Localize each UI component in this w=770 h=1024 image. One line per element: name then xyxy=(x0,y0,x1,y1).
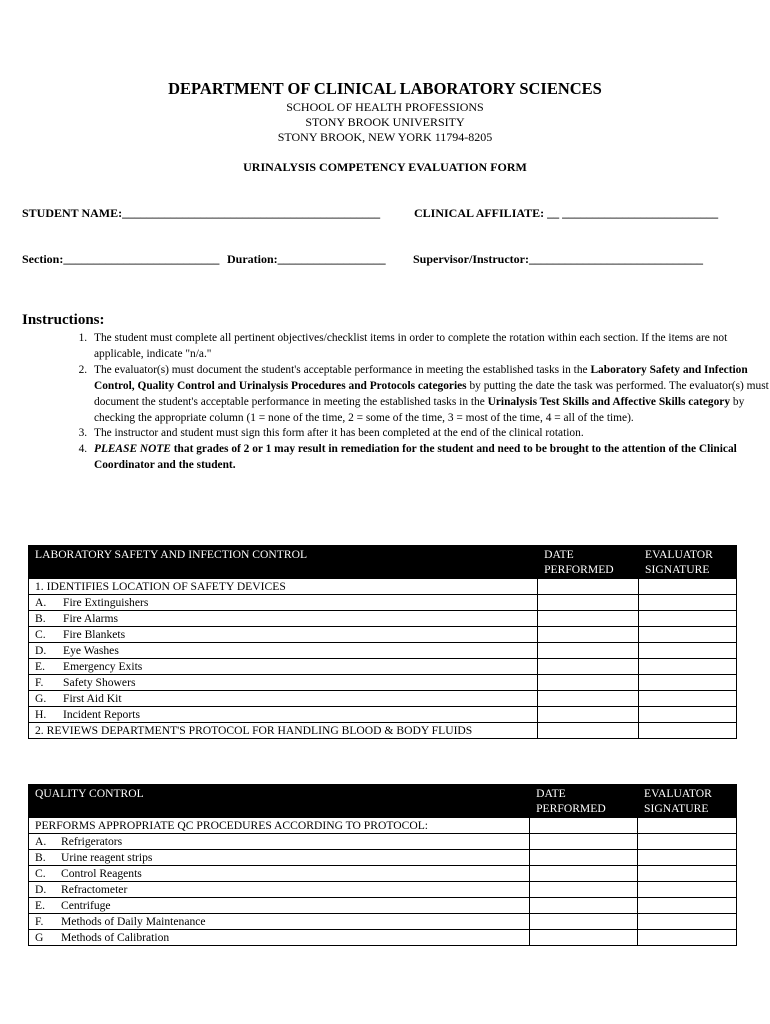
item-label: Safety Showers xyxy=(63,676,136,689)
date-cell[interactable] xyxy=(538,611,639,627)
item-label: Fire Alarms xyxy=(63,612,119,625)
date-cell[interactable] xyxy=(530,850,638,866)
quality-control-table xyxy=(28,784,737,946)
safety-header: LABORATORY SAFETY AND INFECTION CONTROL xyxy=(29,546,538,579)
safety-table xyxy=(28,545,737,739)
signature-cell[interactable] xyxy=(639,691,737,707)
table-row xyxy=(29,930,737,946)
item-letter: G xyxy=(35,931,44,944)
signature-cell[interactable] xyxy=(639,595,737,611)
item-label: Fire Blankets xyxy=(63,628,126,641)
item-label: Refrigerators xyxy=(61,835,123,848)
instructions-heading: Instructions: xyxy=(22,312,105,328)
signature-cell[interactable] xyxy=(639,611,737,627)
item-letter: B. xyxy=(35,851,46,864)
item-letter: D. xyxy=(35,883,47,896)
table-row xyxy=(29,818,737,834)
date-cell[interactable] xyxy=(538,691,639,707)
instruction-text: The instructor and student must sign this form after it has been completed at the end of the clinical rotation. xyxy=(94,427,584,440)
date-cell[interactable] xyxy=(538,723,639,739)
item-letter: H. xyxy=(35,708,47,721)
signature-cell[interactable] xyxy=(638,866,737,882)
date-cell[interactable] xyxy=(538,595,639,611)
duration-field[interactable]: Duration:__________________ xyxy=(227,252,386,266)
date-performed-header: DATE PERFORMED xyxy=(530,785,638,818)
date-cell[interactable] xyxy=(538,627,639,643)
table-row xyxy=(29,595,737,611)
section-field[interactable]: Section:__________________________ xyxy=(22,252,220,266)
student-name-field[interactable]: STUDENT NAME:___________________________________________ xyxy=(22,206,381,220)
signature-cell[interactable] xyxy=(638,818,737,834)
item-letter: C. xyxy=(35,628,46,641)
table-row xyxy=(29,866,737,882)
item-letter: D. xyxy=(35,644,47,657)
instruction-text: by putting the date the task was performed. The evaluator(s) must document the student's acceptable performance in meeting the established tasks in the xyxy=(94,379,769,408)
item-letter: E. xyxy=(35,660,45,673)
table-row xyxy=(29,675,737,691)
item-letter: F. xyxy=(35,676,44,689)
item-label: Fire Extinguishers xyxy=(63,596,149,609)
item-label: Emergency Exits xyxy=(63,660,143,673)
item-letter: A. xyxy=(35,835,47,848)
signature-cell[interactable] xyxy=(638,834,737,850)
instruction-text: The evaluator(s) must document the student's acceptable performance in meeting the established tasks in the xyxy=(94,363,591,376)
date-cell[interactable] xyxy=(530,914,638,930)
please-note: PLEASE NOTE xyxy=(94,443,171,456)
item-label: Incident Reports xyxy=(63,708,140,721)
table-row xyxy=(29,850,737,866)
table-row xyxy=(29,898,737,914)
qc-header-row xyxy=(29,785,737,818)
item-label: Methods of Calibration xyxy=(61,931,170,944)
instruction-emphasis: Urinalysis Test Skills and Affective Skills category xyxy=(487,395,731,408)
table-row xyxy=(29,659,737,675)
date-cell[interactable] xyxy=(538,659,639,675)
signature-cell[interactable] xyxy=(638,850,737,866)
task-label: 1. IDENTIFIES LOCATION OF SAFETY DEVICES xyxy=(29,579,538,595)
table-row xyxy=(29,627,737,643)
date-cell[interactable] xyxy=(530,834,638,850)
form-title: URINALYSIS COMPETENCY EVALUATION FORM xyxy=(243,160,527,174)
date-cell[interactable] xyxy=(530,898,638,914)
signature-cell[interactable] xyxy=(639,627,737,643)
instruction-text: that grades of 2 or 1 may result in remediation for the student and need to be brought to the attention of the Clinical Coordinator and the student. xyxy=(94,443,737,472)
instruction-item xyxy=(90,442,770,474)
item-letter: E. xyxy=(35,899,45,912)
item-label: Urine reagent strips xyxy=(61,851,153,864)
address: STONY BROOK, NEW YORK 11794-8205 xyxy=(277,130,493,144)
item-letter: G. xyxy=(35,692,47,705)
item-letter: A. xyxy=(35,596,47,609)
table-row xyxy=(29,643,737,659)
signature-cell[interactable] xyxy=(639,643,737,659)
signature-cell[interactable] xyxy=(638,882,737,898)
table-row xyxy=(29,882,737,898)
date-performed-header: DATE PERFORMED xyxy=(538,546,639,579)
supervisor-field[interactable]: Supervisor/Instructor:_____________________________ xyxy=(413,252,703,266)
signature-cell[interactable] xyxy=(639,659,737,675)
item-label: Refractometer xyxy=(61,883,128,896)
task-label: 2. REVIEWS DEPARTMENT'S PROTOCOL FOR HANDLING BLOOD & BODY FLUIDS xyxy=(29,723,538,739)
date-cell[interactable] xyxy=(530,818,638,834)
signature-cell[interactable] xyxy=(638,914,737,930)
item-letter: B. xyxy=(35,612,46,625)
instruction-emphasis: Laboratory Safety and Infection Control, Quality Control and Urinalysis Procedures and Protocols categories xyxy=(94,363,748,392)
signature-cell[interactable] xyxy=(638,930,737,946)
date-cell[interactable] xyxy=(538,675,639,691)
instructions-list xyxy=(62,331,770,474)
instruction-item xyxy=(90,363,770,427)
item-letter: F. xyxy=(35,915,44,928)
date-cell[interactable] xyxy=(530,882,638,898)
table-row xyxy=(29,707,737,723)
item-label: Eye Washes xyxy=(63,644,119,657)
instruction-item xyxy=(90,426,770,442)
signature-cell[interactable] xyxy=(639,579,737,595)
item-label: Centrifuge xyxy=(61,899,111,912)
date-cell[interactable] xyxy=(538,643,639,659)
date-cell[interactable] xyxy=(530,866,638,882)
date-cell[interactable] xyxy=(530,930,638,946)
university-name: STONY BROOK UNIVERSITY xyxy=(305,115,465,129)
signature-cell[interactable] xyxy=(639,707,737,723)
instruction-text: by checking the appropriate column (1 = none of the time, 2 = some of the time, 3 = most of the time, 4 = all of the time). xyxy=(94,395,745,424)
item-label: First Aid Kit xyxy=(63,692,122,705)
table-row xyxy=(29,834,737,850)
table-row xyxy=(29,691,737,707)
qc-header: QUALITY CONTROL xyxy=(29,785,530,818)
evaluator-signature-header: EVALUATOR SIGNATURE xyxy=(639,546,737,579)
table-row xyxy=(29,723,737,739)
table-row xyxy=(29,914,737,930)
table-row xyxy=(29,611,737,627)
date-cell[interactable] xyxy=(538,579,639,595)
item-label: Control Reagents xyxy=(61,867,142,880)
item-label: Methods of Daily Maintenance xyxy=(61,915,206,928)
safety-header-row xyxy=(29,546,737,579)
task-label: PERFORMS APPROPRIATE QC PROCEDURES ACCORDING TO PROTOCOL: xyxy=(29,818,530,834)
table-row xyxy=(29,579,737,595)
signature-cell[interactable] xyxy=(639,723,737,739)
instruction-text: The student must complete all pertinent objectives/checklist items in order to complete the rotation within each section. If the items are not applicable, indicate "n/a." xyxy=(94,332,728,360)
school-name: SCHOOL OF HEALTH PROFESSIONS xyxy=(286,100,484,114)
signature-cell[interactable] xyxy=(638,898,737,914)
instruction-item xyxy=(90,331,770,363)
department-title: DEPARTMENT OF CLINICAL LABORATORY SCIENCES xyxy=(168,79,602,98)
date-cell[interactable] xyxy=(538,707,639,723)
clinical-affiliate-field[interactable]: CLINICAL AFFILIATE: __ __________________________ xyxy=(414,206,719,220)
evaluator-signature-header: EVALUATOR SIGNATURE xyxy=(638,785,737,818)
item-letter: C. xyxy=(35,867,46,880)
signature-cell[interactable] xyxy=(639,675,737,691)
